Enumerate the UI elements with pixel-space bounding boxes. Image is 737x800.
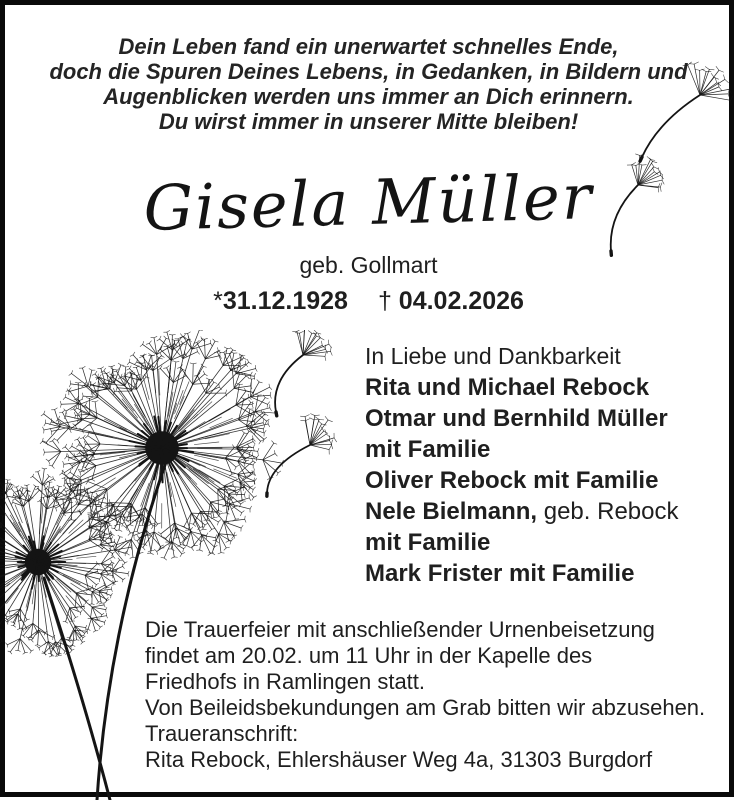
mourner-line bbox=[365, 434, 705, 465]
mourner-name: mit Familie bbox=[365, 529, 491, 556]
mourner-line bbox=[365, 465, 705, 496]
mourner-line bbox=[365, 403, 705, 434]
funeral-line: Friedhofs in Ramlingen statt. bbox=[145, 669, 426, 694]
birth-star-icon: * bbox=[213, 287, 223, 315]
funeral-line: Rita Rebock, Ehlershäuser Weg 4a, 31303 Burgdorf bbox=[145, 747, 653, 772]
maiden-name: geb. Gollmart bbox=[299, 252, 438, 278]
deceased-name: Gisela Müller bbox=[142, 160, 595, 245]
life-dates bbox=[0, 287, 737, 316]
mourner-name: Rita und Michael Rebock bbox=[365, 374, 650, 401]
mourner-name-suffix: geb. Rebock bbox=[537, 498, 679, 525]
death-date: 04.02.2026 bbox=[398, 287, 524, 315]
mourner-name: Nele Bielmann, bbox=[365, 498, 538, 525]
birth-date: 31.12.1928 bbox=[222, 287, 348, 315]
poem-line: Du wirst immer in unserer Mitte bleiben! bbox=[158, 109, 579, 134]
poem-line: doch die Spuren Deines Lebens, in Gedanken, in Bildern und bbox=[49, 59, 688, 84]
mourners-block bbox=[365, 341, 705, 589]
funeral-line: findet am 20.02. um 11 Uhr in der Kapelle des bbox=[145, 643, 593, 668]
death-cross-icon: † bbox=[377, 287, 392, 315]
mourner-line bbox=[365, 558, 705, 589]
funeral-details bbox=[145, 617, 720, 773]
poem-line: Augenblicken werden uns immer an Dich erinnern. bbox=[103, 84, 634, 109]
funeral-line: Von Beileidsbekundungen am Grab bitten wir abzusehen. bbox=[145, 695, 706, 720]
mourner-name: Mark Frister mit Familie bbox=[365, 560, 635, 587]
mourner-name: mit Familie bbox=[365, 436, 491, 463]
mourners-intro: In Liebe und Dankbarkeit bbox=[365, 343, 621, 369]
mourner-line bbox=[365, 372, 705, 403]
mourner-name: Otmar und Bernhild Müller bbox=[365, 405, 668, 432]
mourner-name: Oliver Rebock mit Familie bbox=[365, 467, 659, 494]
mourner-line bbox=[365, 527, 705, 558]
funeral-line: Die Trauerfeier mit anschließender Urnenbeisetzung bbox=[145, 617, 655, 642]
memorial-poem bbox=[0, 34, 737, 134]
mourner-line bbox=[365, 496, 705, 527]
poem-line: Dein Leben fand ein unerwartet schnelles Ende, bbox=[118, 34, 619, 59]
funeral-line: Traueranschrift: bbox=[145, 721, 299, 746]
